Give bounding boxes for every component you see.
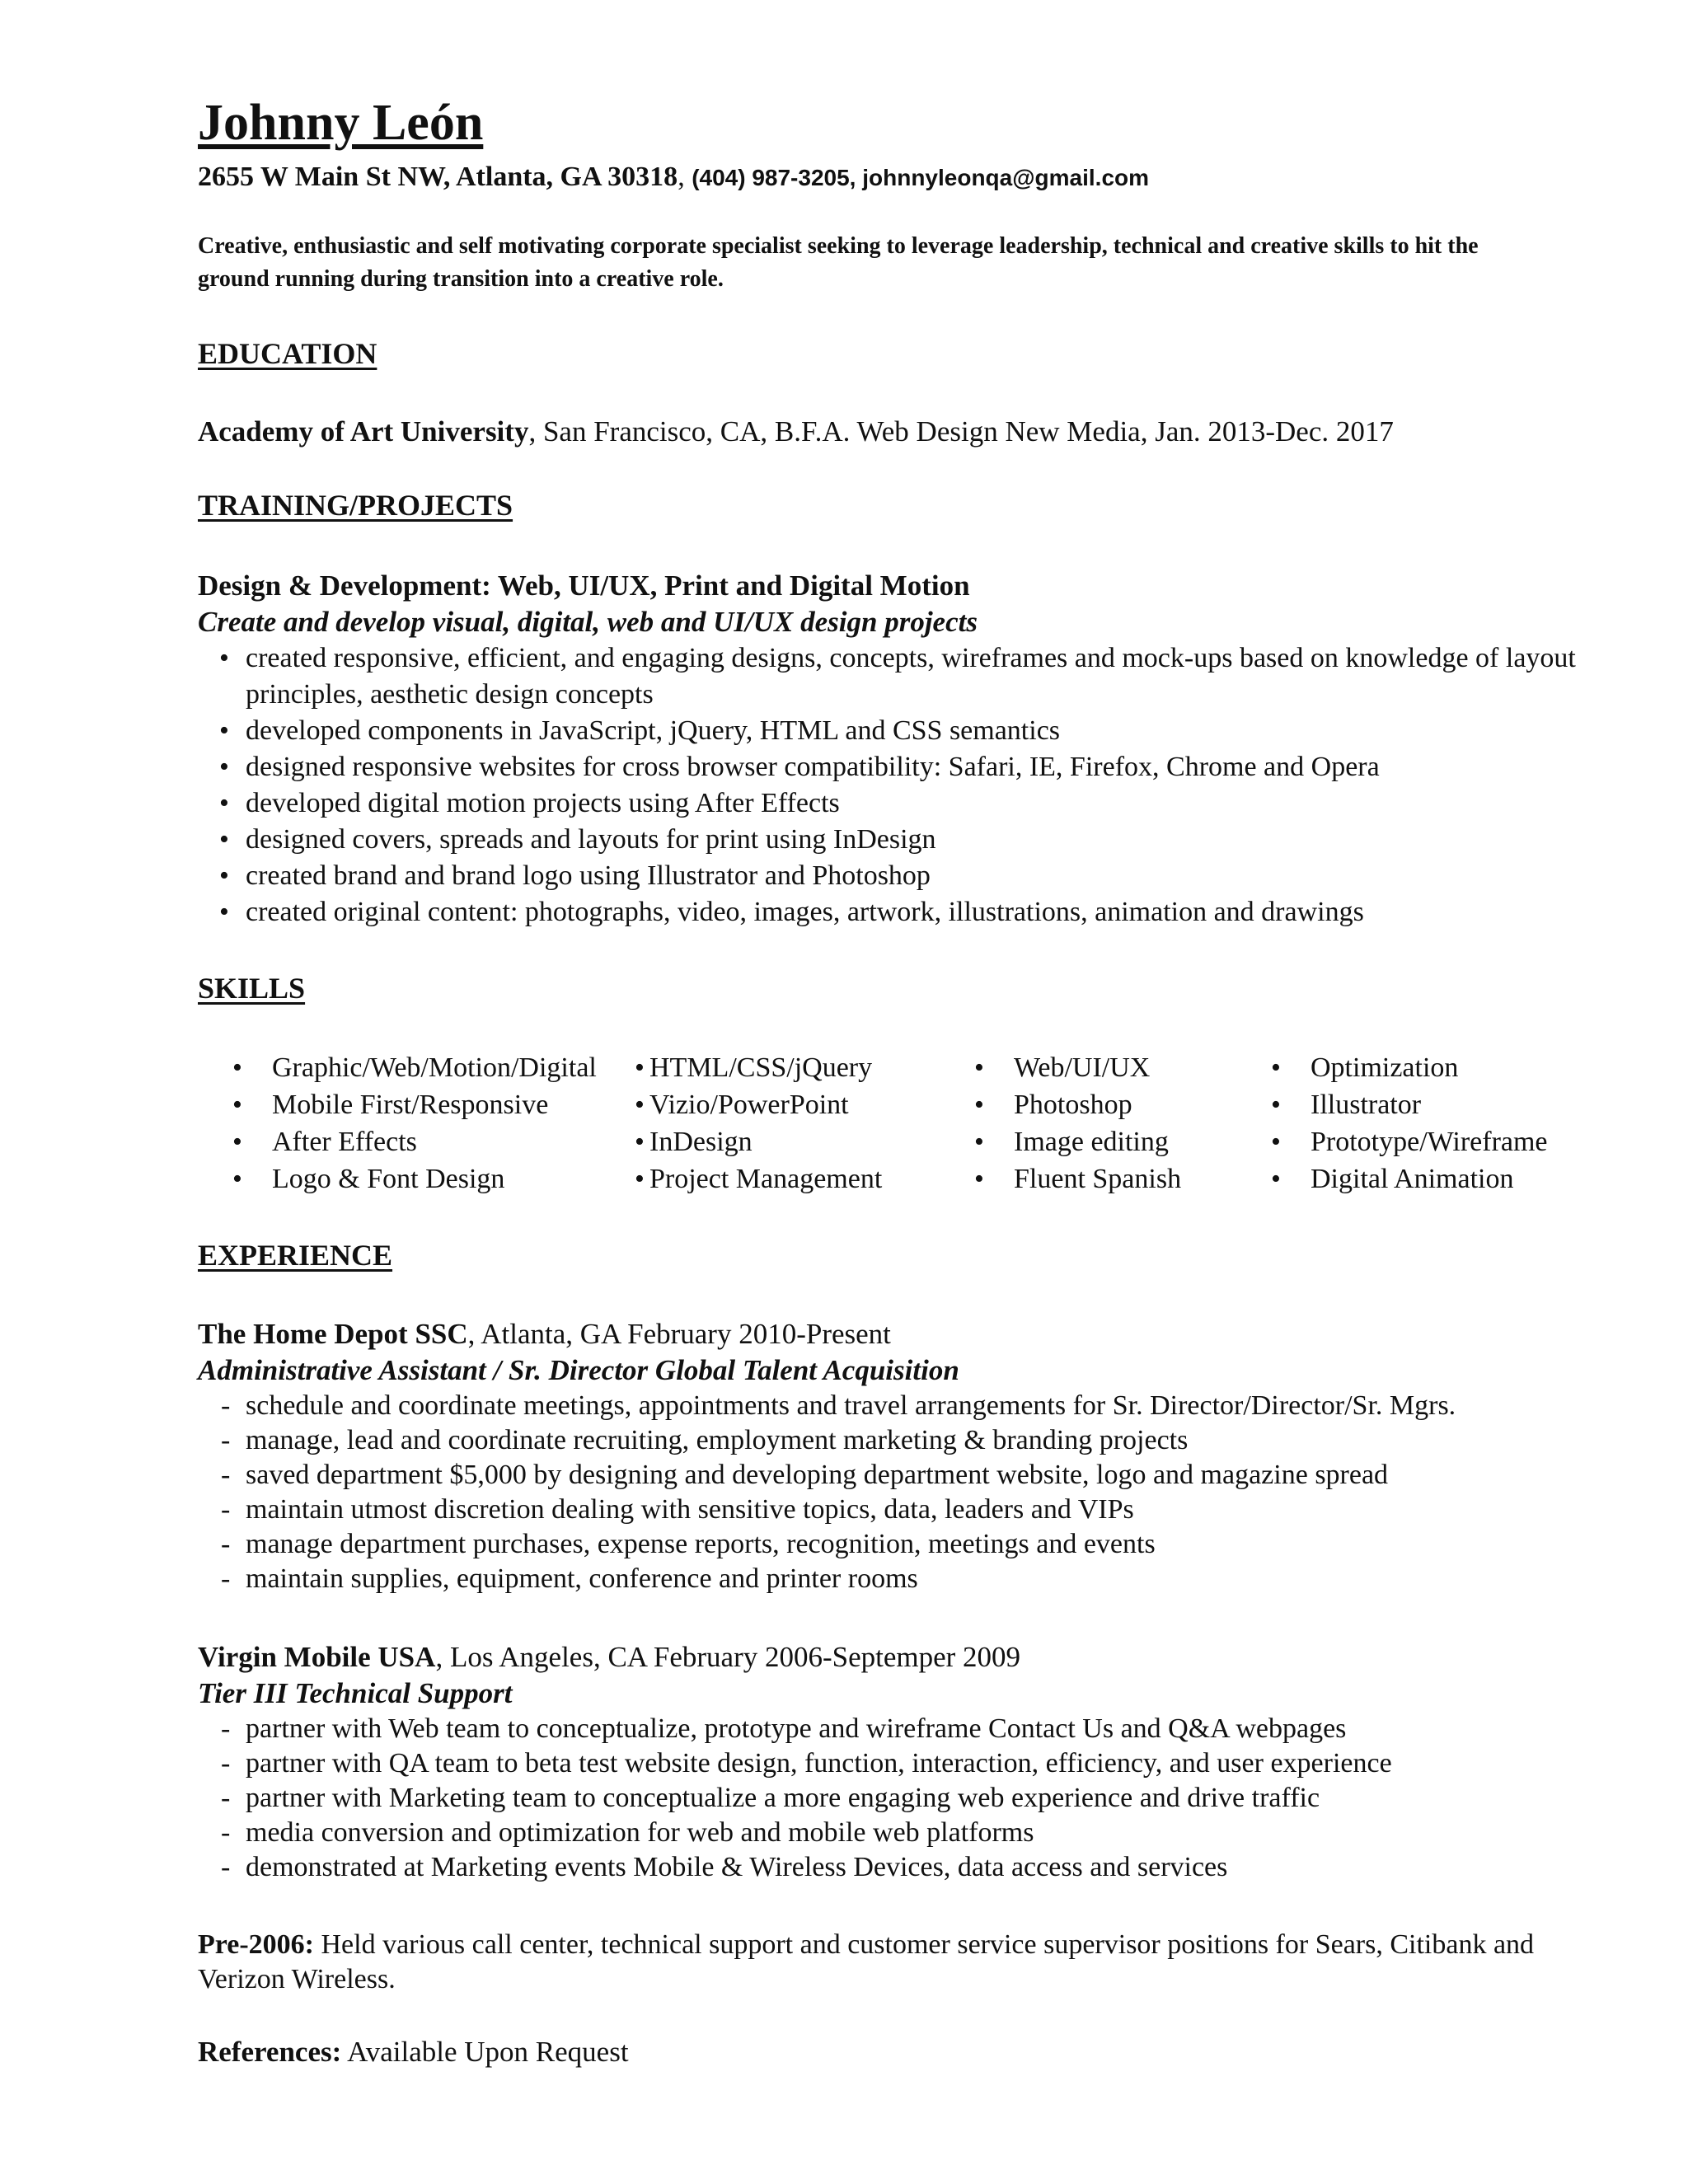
skills-heading: SKILLS — [198, 972, 306, 1005]
job-details: , Los Angeles, CA February 2006-Septemper 2009 — [435, 1641, 1021, 1674]
list-item: - saved department $5,000 by designing and developing department website, logo and magazine spread — [198, 1458, 1582, 1493]
education-details: , San Francisco, CA, B.F.A. Web Design New Media, Jan. 2013-Dec. 2017 — [528, 415, 1394, 448]
skill-item: • Illustrator — [1236, 1086, 1582, 1123]
list-item: • created responsive, efficient, and engaging designs, concepts, wireframes and mock-ups based on knowledge of layout principles, aesthetic design concepts — [198, 640, 1582, 713]
project-bullets — [198, 640, 1582, 930]
list-item: - partner with Web team to conceptualize, prototype and wireframe Contact Us and Q&A webpages — [198, 1712, 1582, 1746]
job-details: , Atlanta, GA February 2010-Present — [467, 1318, 891, 1351]
skill-item: • Mobile First/Responsive — [198, 1086, 635, 1123]
skill-item: • Image editing — [940, 1123, 1236, 1160]
experience-heading: EXPERIENCE — [198, 1239, 393, 1272]
skill-item: • Vizio/PowerPoint — [635, 1086, 940, 1123]
list-item: • created brand and brand logo using Illustrator and Photoshop — [198, 858, 1582, 894]
job-company-line — [198, 1639, 1582, 1675]
project-title: Design & Development: Web, UI/UX, Print and Digital Motion — [198, 569, 970, 602]
contact-separator: , — [678, 162, 692, 192]
pre-2006-text: Held various call center, technical support and customer service supervisor positions for Sears, Citibank and Verizon Wireless. — [198, 1929, 1535, 1995]
job-title: Tier III Technical Support — [198, 1677, 513, 1710]
skill-item: • Optimization — [1236, 1049, 1582, 1086]
list-item: - manage, lead and coordinate recruiting, employment marketing & branding projects — [198, 1423, 1582, 1458]
job-entry-virgin-mobile — [198, 1639, 1582, 1885]
email: johnnyleonqa@gmail.com — [862, 165, 1150, 190]
address: 2655 W Main St NW, Atlanta, GA 30318 — [198, 162, 678, 192]
list-item: • designed covers, spreads and layouts for print using InDesign — [198, 822, 1582, 858]
references-label: References: — [198, 2036, 342, 2069]
job-entry-home-depot — [198, 1316, 1582, 1596]
school-name: Academy of Art University — [198, 415, 529, 448]
list-item: - schedule and coordinate meetings, appointments and travel arrangements for Sr. Director/Director/Sr. Mgrs. — [198, 1389, 1582, 1423]
job-duties — [198, 1712, 1582, 1885]
training-heading: TRAINING/PROJECTS — [198, 489, 513, 523]
skill-item: • HTML/CSS/jQuery — [635, 1049, 940, 1086]
resume-content — [198, 97, 1582, 2069]
skill-item: • Photoshop — [940, 1086, 1236, 1123]
education-entry — [198, 415, 1582, 449]
candidate-name: Johnny León — [198, 95, 484, 151]
skill-item: • Fluent Spanish — [940, 1160, 1236, 1197]
list-item: • developed components in JavaScript, jQuery, HTML and CSS semantics — [198, 713, 1582, 749]
skill-item: • After Effects — [198, 1123, 635, 1160]
job-company-line — [198, 1316, 1582, 1352]
list-item: - maintain utmost discretion dealing with sensitive topics, data, leaders and VIPs — [198, 1493, 1582, 1527]
skill-item: • Digital Animation — [1236, 1160, 1582, 1197]
skill-item: • Prototype/Wireframe — [1236, 1123, 1582, 1160]
education-heading: EDUCATION — [198, 337, 377, 371]
contact-separator: , — [849, 165, 863, 190]
skills-column-2 — [635, 1049, 940, 1197]
skills-column-3 — [940, 1049, 1236, 1197]
skill-item: • Web/UI/UX — [940, 1049, 1236, 1086]
list-item: - maintain supplies, equipment, conference and printer rooms — [198, 1562, 1582, 1596]
list-item: - partner with Marketing team to conceptualize a more engaging web experience and drive traffic — [198, 1781, 1582, 1816]
skill-item: • Graphic/Web/Motion/Digital — [198, 1049, 635, 1086]
job-title: Administrative Assistant / Sr. Director Global Talent Acquisition — [198, 1354, 959, 1387]
skills-column-4 — [1236, 1049, 1582, 1197]
list-item: - partner with QA team to beta test website design, function, interaction, efficiency, and user experience — [198, 1746, 1582, 1781]
contact-line — [198, 162, 1582, 192]
skill-item: • Project Management — [635, 1160, 940, 1197]
phone: (404) 987-3205 — [692, 165, 850, 190]
list-item: - manage department purchases, expense reports, recognition, meetings and events — [198, 1527, 1582, 1562]
skill-item: • Logo & Font Design — [198, 1160, 635, 1197]
references-text: Available Upon Request — [341, 2036, 629, 2069]
list-item: • created original content: photographs, video, images, artwork, illustrations, animation and drawings — [198, 894, 1582, 930]
list-item: • developed digital motion projects using After Effects — [198, 785, 1582, 822]
list-item: • designed responsive websites for cross browser compatibility: Safari, IE, Firefox, Chrome and Opera — [198, 749, 1582, 785]
list-item: - demonstrated at Marketing events Mobile & Wireless Devices, data access and services — [198, 1850, 1582, 1885]
job-duties — [198, 1389, 1582, 1596]
company-name: The Home Depot SSC — [198, 1318, 468, 1351]
skills-grid — [198, 1049, 1582, 1197]
company-name: Virgin Mobile USA — [198, 1641, 436, 1674]
skills-column-1 — [198, 1049, 635, 1197]
skill-item: • InDesign — [635, 1123, 940, 1160]
pre-2006-label: Pre-2006: — [198, 1929, 314, 1961]
list-item: - media conversion and optimization for web and mobile web platforms — [198, 1816, 1582, 1850]
references — [198, 2035, 1582, 2069]
project-subtitle: Create and develop visual, digital, web and UI/UX design projects — [198, 606, 978, 639]
pre-2006-summary — [198, 1928, 1591, 1997]
objective-statement: Creative, enthusiastic and self motivating corporate specialist seeking to leverage leadership, technical and creative skills to hit the ground running during transition into a creative role. — [198, 233, 1479, 293]
